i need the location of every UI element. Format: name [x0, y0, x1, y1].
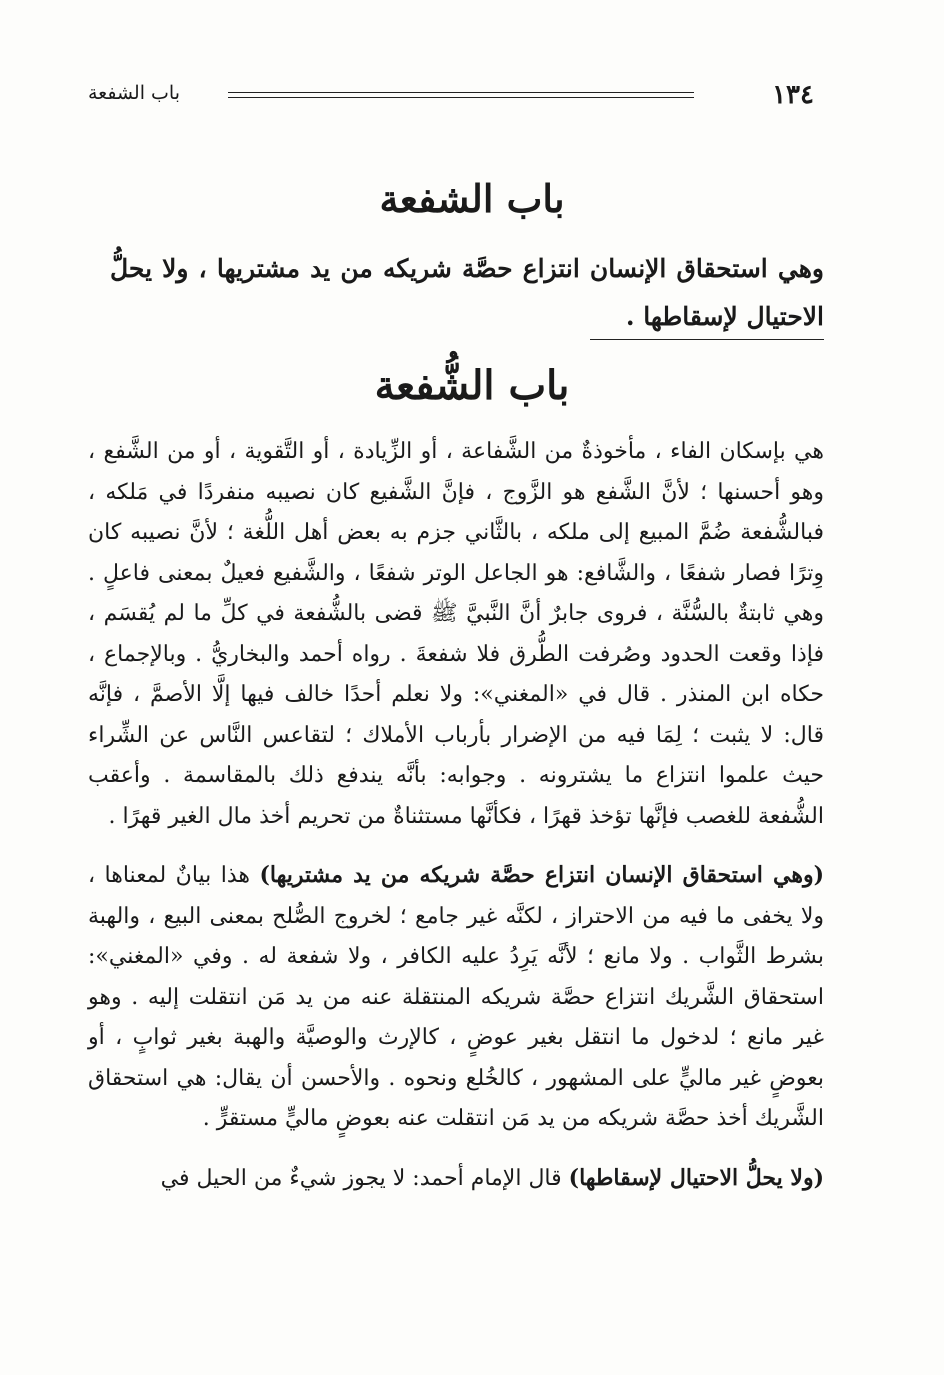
paragraph-evasion-text: قال الإمام أحمد: لا يجوز شيءٌ من الحيل في — [160, 1165, 569, 1191]
page-header — [88, 80, 814, 116]
paragraph-explanation-text: هذا بيانٌ لمعناها ، ولا يخفى ما فيه من الاحتراز ، لكنَّه غير جامع ؛ لخروج الصُّلح بمعنى البيع ، والهبة بشرط الثَّواب . ولا مانع ؛ لأنَّه يَرِدُ عليه الكافر ، ولا شفعة له . وفي «المغني»: استحقاق الشَّريك انتزاع حصَّة شريكه المنتقلة عنه من يد مَن انتقلت إليه . وهو غير مانع ؛ لدخول ما انتقل بغير عوضٍ ، كالإرث والوصيَّة والهبة بغير ثوابٍ ، أو بعوضٍ غير ماليٍّ على المشهور ، كالخُلع ونحوه . والأحسن أن يقال: هي استحقاق الشَّريك أخذ حصَّة شريكه من يد مَن انتقلت عنه بعوضٍ ماليٍّ مستقرٍّ . — [88, 863, 824, 1131]
running-title: باب الشفعة — [88, 82, 180, 104]
commentary-body — [88, 432, 824, 1199]
paragraph-definition — [88, 432, 824, 837]
paragraph-definition-text: هي بإسكان الفاء ، مأخوذةٌ من الشَّفاعة ، أو الزِّيادة ، أو التَّقوية ، أو من الشَّفع ، وهو أحسنها ؛ لأنَّ الشَّفع هو الزَّوج ، فإنَّ الشَّفيع كان نصيبه منفردًا في مَلكه ، فبالشُّفعة ضُمَّ المبيع إلى ملكه ، بالثَّاني جزم به بعض أهل اللُّغة ؛ لأنَّ نصيبه كان وِترًا فصار شفعًا ، والشَّافع: هو الجاعل الوتر شفعًا ، والشَّفيع فعيلٌ بمعنى فاعلٍ . وهي ثابتةٌ بالسُّنَّة ، فروى جابرٌ أنَّ النَّبيَّ ﷺ قضى بالشُّفعة في كلِّ ما لم يُقسَم ، فإذا وقعت الحدود وصُرفت الطُّرق فلا شفعةَ . رواه أحمد والبخاريُّ . وبالإجماع ، حكاه ابن المنذر . قال في «المغني»: ولا نعلم أحدًا خالف فيها إلَّا الأصمَّ ، فإنَّه قال: لا يثبت ؛ لِمَا فيه من الإضرار بأرباب الأملاك ؛ لتقاعس النَّاس عن الشِّراء حيث علموا انتزاع ما يشترونه . وجوابه: بأنَّه يندفع ذلك بالمقاسمة . وأعقب الشُّفعة للغصب فإنَّها تؤخذ قهرًا ، فكأنَّها مستثناةٌ من تحريم أخذ مال الغير قهرًا . — [88, 439, 824, 829]
matn-separator-rule — [590, 339, 824, 340]
matn-chapter-title: باب الشفعة — [379, 176, 565, 221]
page-number: ١٣٤ — [772, 80, 814, 110]
matn-text: وهي استحقاق الإنسان انتزاع حصَّة شريكه من يد مشتريها ، ولا يحلُّ الاحتيال لإسقاطها . — [110, 254, 824, 331]
paragraph-explanation — [88, 855, 824, 1140]
quoted-matn-definition: (وهي استحقاق الإنسان انتزاع حصَّة شريكه من يد مشتريها) — [259, 862, 824, 888]
paragraph-evasion — [88, 1158, 824, 1200]
sharh-chapter-title: باب الشُّفعة — [374, 362, 570, 409]
header-double-rule — [228, 92, 694, 98]
quoted-matn-evasion: (ولا يحلُّ الاحتيال لإسقاطها) — [568, 1164, 824, 1191]
